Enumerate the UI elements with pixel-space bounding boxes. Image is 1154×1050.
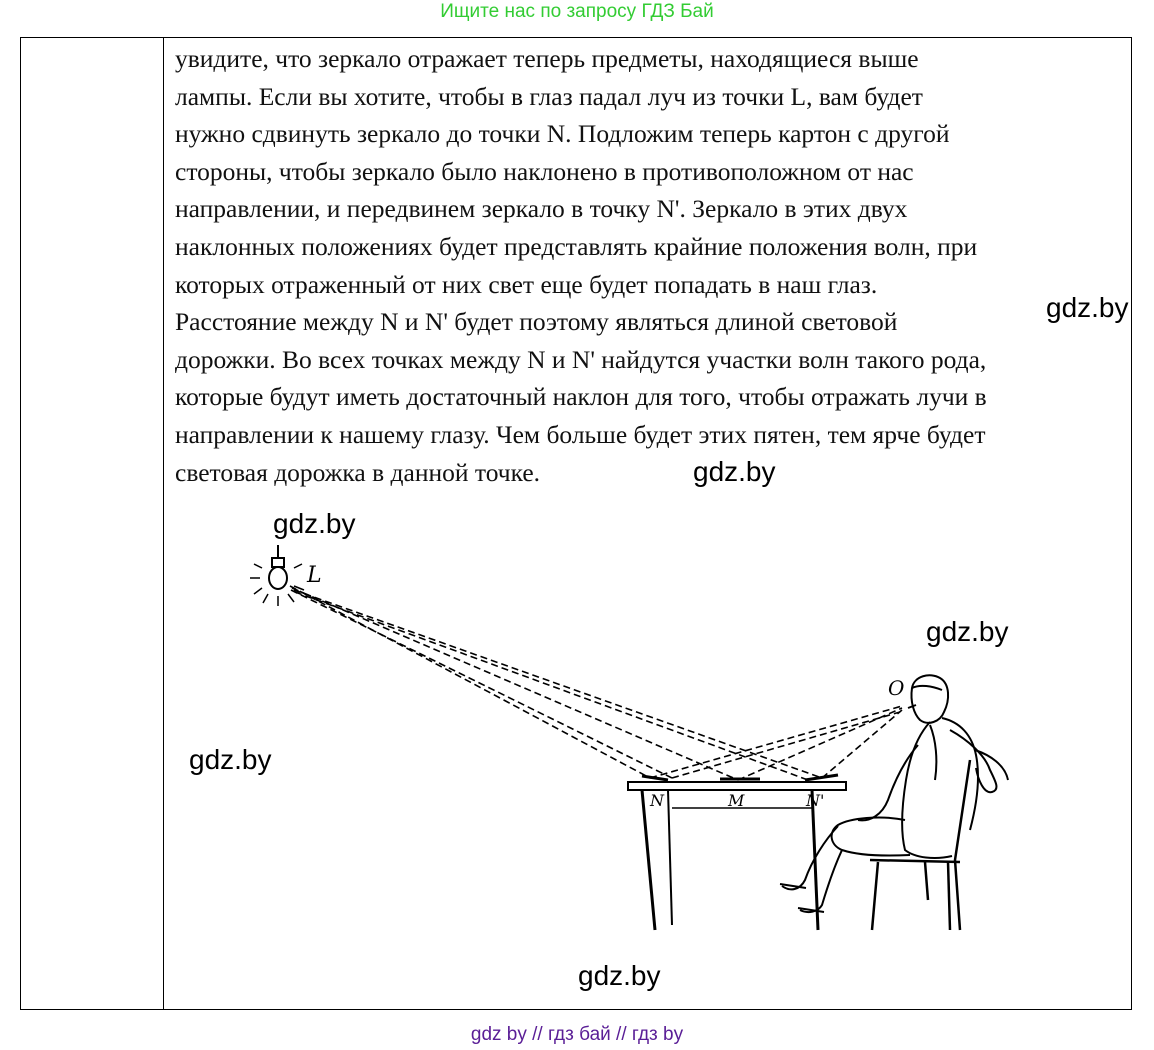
mirror-label-n: N [650, 791, 664, 810]
paragraph-line: направлении, и передвинем зеркало в точку N'. Зеркало в этих двух [175, 194, 908, 224]
footer-links[interactable]: gdz by // гдз бай // гдз by [470, 1024, 684, 1045]
chair [870, 760, 970, 930]
light-rays [290, 586, 905, 780]
watermark: gdz.by [189, 744, 272, 775]
paragraph-line: лампы. Если вы хотите, чтобы в глаз падал луч из точки L, вам будет [175, 81, 923, 111]
mirror-label-n-prime: N' [806, 791, 825, 810]
mirror-label-m: M [728, 791, 745, 810]
lamp-label: L [307, 563, 322, 588]
paragraph-line: увидите, что зеркало отражает теперь предметы, находящиеся выше [175, 44, 919, 73]
watermark: gdz.by [926, 616, 1009, 647]
watermark: gdz.by [693, 456, 776, 487]
paragraph-line: направлении к нашему глазу. Чем больше будет этих пятен, тем ярче будет [175, 419, 986, 449]
watermark: gdz.by [1046, 292, 1129, 323]
paragraph-line: световая дорожка в данной точке. [175, 457, 541, 487]
eye-label: O [888, 676, 905, 700]
top-banner[interactable]: Ищите нас по запросу ГДЗ Бай [440, 1, 714, 22]
watermark: gdz.by [578, 960, 661, 991]
paragraph-line: Расстояние между N и N' будет поэтому являться длиной световой [175, 307, 898, 337]
lamp-icon [250, 545, 304, 606]
paragraph-line: которых отраженный от них свет еще будет попадать в наш глаз. [175, 269, 878, 299]
watermark: gdz.by [273, 508, 356, 539]
paragraph-line: стороны, чтобы зеркало было наклонено в противоположном от нас [175, 156, 914, 186]
paragraph-line: дорожки. Во всех точках между N и N' найдутся участки волн такого рода, [175, 344, 987, 374]
paragraph-line: которые будут иметь достаточный наклон для того, чтобы отражать лучи в [175, 382, 987, 412]
paragraph-line: наклонных положениях будет представлять крайние положения волн, при [175, 231, 978, 261]
paragraph-line: нужно сдвинуть зеркало до точки N. Подложим теперь картон с другой [175, 119, 950, 149]
